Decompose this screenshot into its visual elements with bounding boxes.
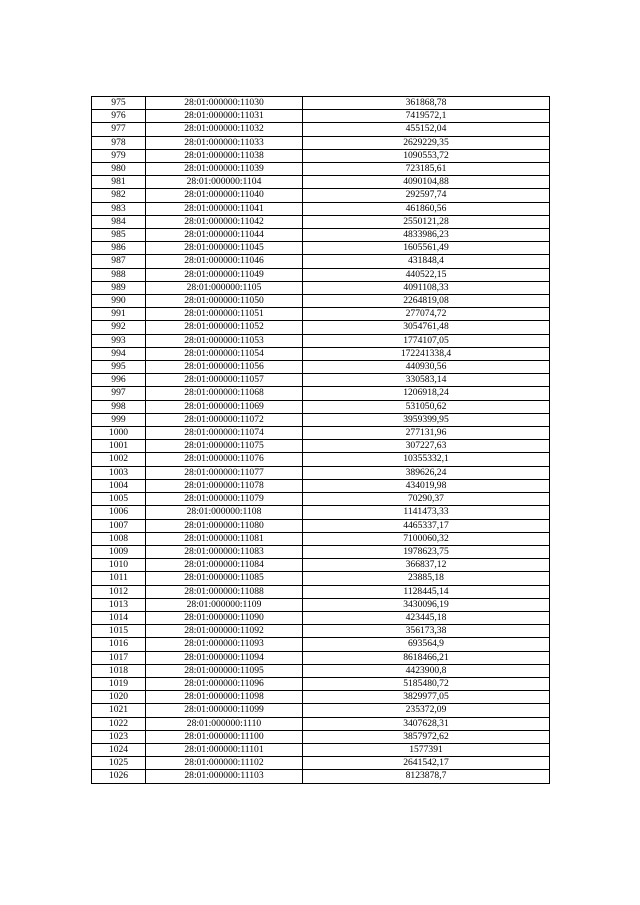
value-cell: 277074,72 — [303, 308, 550, 321]
table-row — [92, 308, 550, 321]
row-number-cell: 984 — [92, 215, 146, 228]
value-cell: 440522,15 — [303, 268, 550, 281]
value-cell: 3959399,95 — [303, 413, 550, 426]
cadastral-number-cell: 28:01:000000:11044 — [146, 229, 303, 242]
value-cell: 1128445,14 — [303, 585, 550, 598]
value-cell: 1141473,33 — [303, 506, 550, 519]
cadastral-number-cell: 28:01:000000:11074 — [146, 427, 303, 440]
table-row — [92, 493, 550, 506]
row-number-cell: 1024 — [92, 743, 146, 756]
cadastral-number-cell: 28:01:000000:11042 — [146, 215, 303, 228]
cadastral-number-cell: 28:01:000000:11092 — [146, 625, 303, 638]
cadastral-number-cell: 28:01:000000:11050 — [146, 295, 303, 308]
table-row — [92, 268, 550, 281]
table-row — [92, 242, 550, 255]
value-cell: 434019,98 — [303, 479, 550, 492]
cadastral-number-cell: 28:01:000000:11068 — [146, 387, 303, 400]
cadastral-number-cell: 28:01:000000:1109 — [146, 598, 303, 611]
row-number-cell: 993 — [92, 334, 146, 347]
table-row — [92, 361, 550, 374]
table-row — [92, 136, 550, 149]
table-row — [92, 229, 550, 242]
cadastral-number-cell: 28:01:000000:11040 — [146, 189, 303, 202]
table-row — [92, 717, 550, 730]
value-cell: 3407628,31 — [303, 717, 550, 730]
row-number-cell: 1023 — [92, 730, 146, 743]
table-row — [92, 97, 550, 110]
cadastral-number-cell: 28:01:000000:11099 — [146, 704, 303, 717]
table-row — [92, 215, 550, 228]
row-number-cell: 992 — [92, 321, 146, 334]
row-number-cell: 1019 — [92, 677, 146, 690]
cadastral-number-cell: 28:01:000000:11083 — [146, 545, 303, 558]
cadastral-number-cell: 28:01:000000:11090 — [146, 611, 303, 624]
value-cell: 4833986,23 — [303, 229, 550, 242]
table-body — [92, 97, 550, 784]
row-number-cell: 977 — [92, 123, 146, 136]
table-row — [92, 110, 550, 123]
row-number-cell: 1014 — [92, 611, 146, 624]
value-cell: 7100060,32 — [303, 532, 550, 545]
table-row — [92, 176, 550, 189]
value-cell: 330583,14 — [303, 374, 550, 387]
value-cell: 8123878,7 — [303, 770, 550, 783]
value-cell: 3829977,05 — [303, 691, 550, 704]
cadastral-number-cell: 28:01:000000:11077 — [146, 466, 303, 479]
table-row — [92, 334, 550, 347]
cadastral-number-cell: 28:01:000000:11098 — [146, 691, 303, 704]
row-number-cell: 990 — [92, 295, 146, 308]
table-row — [92, 585, 550, 598]
table-row — [92, 321, 550, 334]
cadastral-number-cell: 28:01:000000:11095 — [146, 664, 303, 677]
value-cell: 423445,18 — [303, 611, 550, 624]
table-row — [92, 506, 550, 519]
row-number-cell: 1003 — [92, 466, 146, 479]
row-number-cell: 979 — [92, 149, 146, 162]
value-cell: 2641542,17 — [303, 757, 550, 770]
row-number-cell: 1025 — [92, 757, 146, 770]
cadastral-number-cell: 28:01:000000:11054 — [146, 347, 303, 360]
table-row — [92, 479, 550, 492]
value-cell: 3054761,48 — [303, 321, 550, 334]
value-cell: 1206918,24 — [303, 387, 550, 400]
table-row — [92, 638, 550, 651]
cadastral-number-cell: 28:01:000000:11053 — [146, 334, 303, 347]
row-number-cell: 1020 — [92, 691, 146, 704]
cadastral-number-cell: 28:01:000000:11052 — [146, 321, 303, 334]
table-row — [92, 440, 550, 453]
value-cell: 461860,56 — [303, 202, 550, 215]
value-cell: 1774107,05 — [303, 334, 550, 347]
cadastral-number-cell: 28:01:000000:11076 — [146, 453, 303, 466]
value-cell: 235372,09 — [303, 704, 550, 717]
cadastral-number-cell: 28:01:000000:1104 — [146, 176, 303, 189]
table-row — [92, 189, 550, 202]
cadastral-number-cell: 28:01:000000:11049 — [146, 268, 303, 281]
cadastral-number-cell: 28:01:000000:11039 — [146, 163, 303, 176]
table-row — [92, 625, 550, 638]
row-number-cell: 1004 — [92, 479, 146, 492]
table-row — [92, 704, 550, 717]
cadastral-number-cell: 28:01:000000:11075 — [146, 440, 303, 453]
cadastral-number-cell: 28:01:000000:11094 — [146, 651, 303, 664]
cadastral-number-cell: 28:01:000000:11057 — [146, 374, 303, 387]
table-row — [92, 295, 550, 308]
row-number-cell: 988 — [92, 268, 146, 281]
value-cell: 356173,38 — [303, 625, 550, 638]
cadastral-number-cell: 28:01:000000:11101 — [146, 743, 303, 756]
table-row — [92, 255, 550, 268]
cadastral-number-cell: 28:01:000000:11030 — [146, 97, 303, 110]
row-number-cell: 975 — [92, 97, 146, 110]
value-cell: 455152,04 — [303, 123, 550, 136]
value-cell: 440930,56 — [303, 361, 550, 374]
value-cell: 4465337,17 — [303, 519, 550, 532]
cadastral-number-cell: 28:01:000000:11085 — [146, 572, 303, 585]
value-cell: 693564,9 — [303, 638, 550, 651]
value-cell: 4090104,88 — [303, 176, 550, 189]
row-number-cell: 982 — [92, 189, 146, 202]
cadastral-number-cell: 28:01:000000:11072 — [146, 413, 303, 426]
value-cell: 23885,18 — [303, 572, 550, 585]
row-number-cell: 1008 — [92, 532, 146, 545]
table-row — [92, 347, 550, 360]
value-cell: 1978623,75 — [303, 545, 550, 558]
row-number-cell: 985 — [92, 229, 146, 242]
cadastral-number-cell: 28:01:000000:11103 — [146, 770, 303, 783]
cadastral-number-cell: 28:01:000000:11088 — [146, 585, 303, 598]
cadastral-number-cell: 28:01:000000:11038 — [146, 149, 303, 162]
table-row — [92, 427, 550, 440]
row-number-cell: 980 — [92, 163, 146, 176]
table-row — [92, 413, 550, 426]
row-number-cell: 997 — [92, 387, 146, 400]
table-row — [92, 374, 550, 387]
table-row — [92, 202, 550, 215]
cadastral-number-cell: 28:01:000000:11079 — [146, 493, 303, 506]
table-row — [92, 163, 550, 176]
row-number-cell: 999 — [92, 413, 146, 426]
cadastral-number-cell: 28:01:000000:11102 — [146, 757, 303, 770]
row-number-cell: 994 — [92, 347, 146, 360]
value-cell: 2629229,35 — [303, 136, 550, 149]
value-cell: 5185480,72 — [303, 677, 550, 690]
value-cell: 292597,74 — [303, 189, 550, 202]
row-number-cell: 1001 — [92, 440, 146, 453]
value-cell: 4091108,33 — [303, 281, 550, 294]
cadastral-number-cell: 28:01:000000:1108 — [146, 506, 303, 519]
cadastral-number-cell: 28:01:000000:11046 — [146, 255, 303, 268]
table-row — [92, 664, 550, 677]
cadastral-value-table — [91, 96, 550, 784]
value-cell: 2550121,28 — [303, 215, 550, 228]
table-row — [92, 691, 550, 704]
cadastral-number-cell: 28:01:000000:11096 — [146, 677, 303, 690]
table-row — [92, 123, 550, 136]
table-row — [92, 611, 550, 624]
cadastral-number-cell: 28:01:000000:11032 — [146, 123, 303, 136]
row-number-cell: 1007 — [92, 519, 146, 532]
value-cell: 723185,61 — [303, 163, 550, 176]
value-cell: 361868,78 — [303, 97, 550, 110]
row-number-cell: 1022 — [92, 717, 146, 730]
table-row — [92, 545, 550, 558]
value-cell: 1605561,49 — [303, 242, 550, 255]
row-number-cell: 1010 — [92, 559, 146, 572]
row-number-cell: 1009 — [92, 545, 146, 558]
value-cell: 307227,63 — [303, 440, 550, 453]
row-number-cell: 995 — [92, 361, 146, 374]
value-cell: 8618466,21 — [303, 651, 550, 664]
value-cell: 389626,24 — [303, 466, 550, 479]
table-row — [92, 598, 550, 611]
table-row — [92, 149, 550, 162]
table-row — [92, 281, 550, 294]
cadastral-number-cell: 28:01:000000:11069 — [146, 400, 303, 413]
table-row — [92, 466, 550, 479]
cadastral-number-cell: 28:01:000000:11084 — [146, 559, 303, 572]
row-number-cell: 1005 — [92, 493, 146, 506]
value-cell: 3430096,19 — [303, 598, 550, 611]
row-number-cell: 1021 — [92, 704, 146, 717]
row-number-cell: 978 — [92, 136, 146, 149]
table-row — [92, 400, 550, 413]
value-cell: 172241338,4 — [303, 347, 550, 360]
table-row — [92, 572, 550, 585]
cadastral-number-cell: 28:01:000000:11033 — [146, 136, 303, 149]
value-cell: 10355332,1 — [303, 453, 550, 466]
value-cell: 4423900,8 — [303, 664, 550, 677]
row-number-cell: 991 — [92, 308, 146, 321]
cadastral-number-cell: 28:01:000000:11041 — [146, 202, 303, 215]
value-cell: 366837,12 — [303, 559, 550, 572]
row-number-cell: 1017 — [92, 651, 146, 664]
cadastral-number-cell: 28:01:000000:11100 — [146, 730, 303, 743]
value-cell: 2264819,08 — [303, 295, 550, 308]
row-number-cell: 998 — [92, 400, 146, 413]
row-number-cell: 1013 — [92, 598, 146, 611]
row-number-cell: 1000 — [92, 427, 146, 440]
value-cell: 531050,62 — [303, 400, 550, 413]
value-cell: 70290,37 — [303, 493, 550, 506]
table-row — [92, 651, 550, 664]
value-cell: 431848,4 — [303, 255, 550, 268]
value-cell: 3857972,62 — [303, 730, 550, 743]
cadastral-number-cell: 28:01:000000:11045 — [146, 242, 303, 255]
row-number-cell: 1006 — [92, 506, 146, 519]
table-row — [92, 743, 550, 756]
row-number-cell: 1002 — [92, 453, 146, 466]
value-cell: 277131,96 — [303, 427, 550, 440]
row-number-cell: 996 — [92, 374, 146, 387]
cadastral-number-cell: 28:01:000000:11093 — [146, 638, 303, 651]
value-cell: 1577391 — [303, 743, 550, 756]
row-number-cell: 976 — [92, 110, 146, 123]
value-cell: 1090553,72 — [303, 149, 550, 162]
row-number-cell: 1011 — [92, 572, 146, 585]
table-row — [92, 757, 550, 770]
cadastral-number-cell: 28:01:000000:11031 — [146, 110, 303, 123]
cadastral-number-cell: 28:01:000000:11081 — [146, 532, 303, 545]
cadastral-number-cell: 28:01:000000:1105 — [146, 281, 303, 294]
cadastral-number-cell: 28:01:000000:11051 — [146, 308, 303, 321]
table-row — [92, 677, 550, 690]
table-row — [92, 387, 550, 400]
value-cell: 7419572,1 — [303, 110, 550, 123]
table-row — [92, 532, 550, 545]
table-row — [92, 730, 550, 743]
table-row — [92, 770, 550, 783]
row-number-cell: 987 — [92, 255, 146, 268]
cadastral-number-cell: 28:01:000000:11078 — [146, 479, 303, 492]
row-number-cell: 1018 — [92, 664, 146, 677]
table-row — [92, 453, 550, 466]
cadastral-number-cell: 28:01:000000:1110 — [146, 717, 303, 730]
row-number-cell: 1016 — [92, 638, 146, 651]
row-number-cell: 1026 — [92, 770, 146, 783]
table-row — [92, 519, 550, 532]
row-number-cell: 986 — [92, 242, 146, 255]
table-row — [92, 559, 550, 572]
row-number-cell: 983 — [92, 202, 146, 215]
row-number-cell: 981 — [92, 176, 146, 189]
row-number-cell: 989 — [92, 281, 146, 294]
row-number-cell: 1012 — [92, 585, 146, 598]
cadastral-number-cell: 28:01:000000:11056 — [146, 361, 303, 374]
row-number-cell: 1015 — [92, 625, 146, 638]
cadastral-number-cell: 28:01:000000:11080 — [146, 519, 303, 532]
